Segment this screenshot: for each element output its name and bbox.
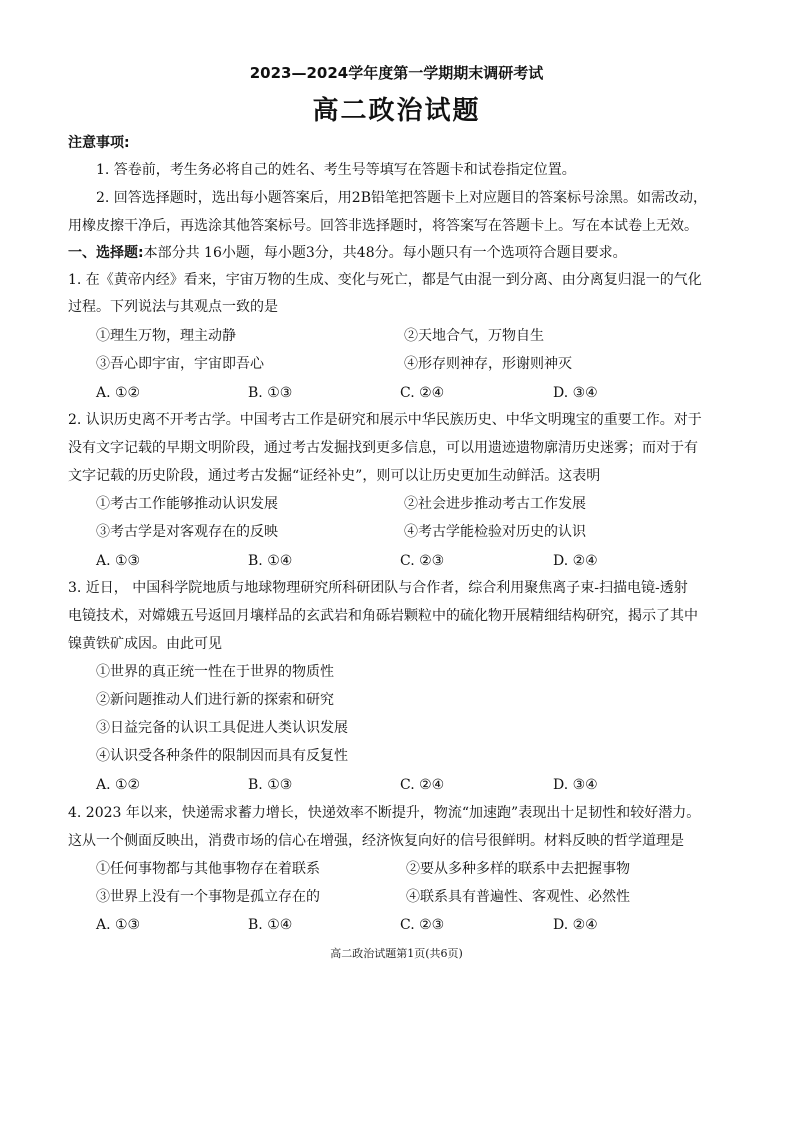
q3-option-a: A. ①② [96,777,141,793]
q1-statement-2: ②天地合气，万物自生 [404,328,544,344]
q3-stem-line-3: 镍黄铁矿成因。由此可见 [68,636,222,652]
q2-option-a: A. ①③ [96,553,141,569]
q2-option-c: C. ②③ [400,553,445,569]
exam-title: 2023—2024学年度第一学期期末调研考试 [249,64,544,82]
q3-option-b: B. ①③ [248,777,293,793]
section-1-heading [68,243,627,263]
q3-statement-2: ②新问题推动人们进行新的探索和研究 [96,692,334,708]
q4-statement-1: ①任何事物都与其他事物存在着联系 [96,861,320,877]
q2-stem-line-3: 文字记载的历史阶段，通过考古发掘“证经补史”，则可以让历史更加生动鲜活。这表明 [68,468,601,484]
q1-stem-line-1: 1. 在《黄帝内经》看来，宇宙万物的生成、变化与死亡，都是气由混一到分离、由分离复归混一的气化 [68,272,702,288]
section-1-text: 本部分共 16小题，每小题3分，共48分。每小题只有一个选项符合题目要求。 [143,245,627,261]
q3-option-d: D. ③④ [553,777,598,793]
q2-statement-3: ③考古学是对客观存在的反映 [96,524,278,540]
q2-stem-line-1: 2. 认识历史离不开考古学。中国考古工作是研究和展示中华民族历史、中华文明瑰宝的重要工作。对于 [68,412,702,428]
q3-statement-3: ③日益完备的认识工具促进人类认识发展 [96,720,348,736]
section-1-label: 一、选择题: [68,245,144,261]
q4-statement-3: ③世界上没有一个事物是孤立存在的 [96,889,320,905]
q1-option-b: B. ①③ [248,385,293,401]
q4-statement-2: ②要从多种多样的联系中去把握事物 [406,861,630,877]
q2-statement-2: ②社会进步推动考古工作发展 [404,496,586,512]
q2-statement-4: ④考古学能检验对历史的认识 [404,524,586,540]
q1-option-d: D. ③④ [553,385,598,401]
q3-option-c: C. ②④ [400,777,445,793]
q2-statement-1: ①考古工作能够推动认识发展 [96,496,278,512]
q1-statement-3: ③吾心即宇宙，宇宙即吾心 [96,356,264,372]
q4-option-b: B. ①④ [248,917,293,933]
q3-statement-4: ④认识受各种条件的限制因而具有反复性 [96,748,348,764]
q1-option-c: C. ②④ [400,385,445,401]
q3-stem-line-2: 电镜技术，对嫦娥五号返回月壤样品的玄武岩和角砾岩颗粒中的硫化物开展精细结构研究，揭示了其中 [68,608,698,624]
notice-heading: 注意事项: [68,135,130,151]
q1-statement-4: ④形存则神存，形谢则神灭 [404,356,572,372]
q1-statement-1: ①理生万物，理主动静 [96,328,236,344]
q2-stem-line-2: 没有文字记载的早期文明阶段，通过考古发掘找到更多信息，可以用遗迹遗物廓清历史迷雾；而对于有 [68,440,698,456]
q4-option-a: A. ①③ [96,917,141,933]
notice-item-2-line-1: 2. 回答选择题时，选出每小题答案后，用2B铅笔把答题卡上对应题目的答案标号涂黑。如需改动， [96,190,708,206]
q1-option-a: A. ①② [96,385,141,401]
q2-option-d: D. ②④ [553,553,598,569]
q3-statement-1: ①世界的真正统一性在于世界的物质性 [96,664,334,680]
q4-option-c: C. ②③ [400,917,445,933]
q4-option-d: D. ②④ [553,917,598,933]
q1-stem-line-2: 过程。下列说法与其观点一致的是 [68,299,278,315]
q2-option-b: B. ①④ [248,553,293,569]
q3-stem-line-1: 3. 近日， 中国科学院地质与地球物理研究所科研团队与合作者，综合利用聚焦离子束-扫描电镜-透射 [68,580,688,596]
q4-statement-4: ④联系具有普遍性、客观性、必然性 [406,889,630,905]
page-footer: 高二政治试题第1页(共6页) [330,947,463,960]
notice-item-1: 1. 答卷前，考生务必将自己的姓名、考生号等填写在答题卡和试卷指定位置。 [96,162,576,178]
notice-item-2-line-2: 用橡皮擦干净后，再选涂其他答案标号。回答非选择题时，将答案写在答题卡上。写在本试卷上无效。 [68,218,698,234]
q4-stem-line-1: 4. 2023 年以来，快递需求蓄力增长，快递效率不断提升，物流“加速跑”表现出十足韧性和较好潜力。 [68,805,701,821]
q4-stem-line-2: 这从一个侧面反映出，消费市场的信心在增强，经济恢复向好的信号很鲜明。材料反映的哲学道理是 [68,833,684,849]
subject-title: 高二政治试题 [312,96,481,126]
